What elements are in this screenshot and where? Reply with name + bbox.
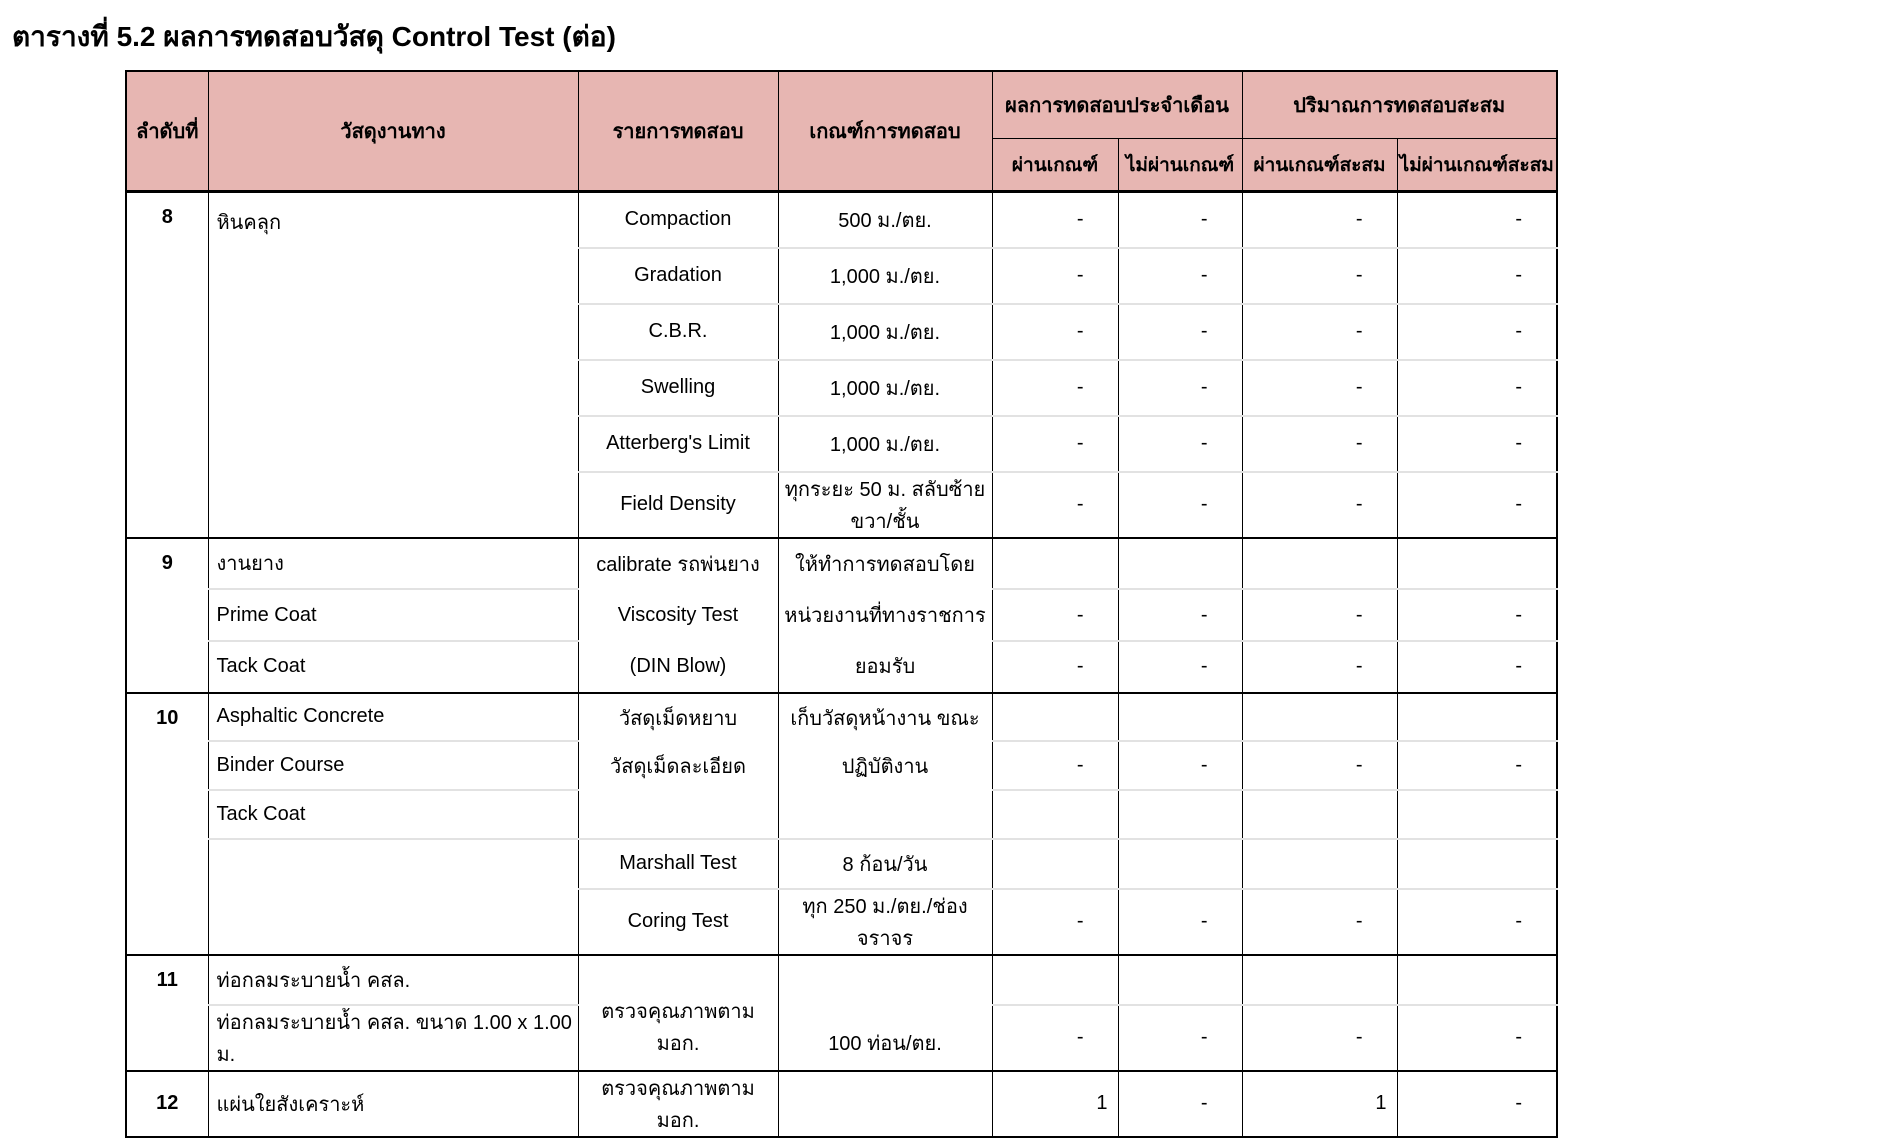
material-cell — [208, 839, 578, 955]
result-pass — [992, 538, 1118, 590]
test-cell: Field Density — [578, 472, 778, 538]
material-cell: ท่อกลมระบายน้ำ คสล. — [208, 955, 578, 1005]
result-pass-cumulative: - — [1242, 416, 1397, 472]
material-cell: Tack Coat — [208, 790, 578, 839]
result-fail-cumulative — [1397, 839, 1557, 889]
result-fail: - — [1118, 192, 1242, 248]
result-pass: 1 — [992, 1071, 1118, 1137]
result-fail-cumulative: - — [1397, 589, 1557, 641]
page-title: ตารางที่ 5.2 ผลการทดสอบวัสดุ Control Test (ต่อ) — [12, 21, 616, 52]
criteria-cell — [778, 1071, 992, 1137]
test-cell: Marshall Test — [578, 839, 778, 889]
result-pass: - — [992, 741, 1118, 790]
row-number: 10 — [126, 693, 208, 955]
control-test-table — [125, 70, 1558, 1138]
result-fail: - — [1118, 1071, 1242, 1137]
header-fail: ไม่ผ่านเกณฑ์ — [1118, 139, 1242, 192]
row-number: 9 — [126, 538, 208, 693]
result-fail: - — [1118, 416, 1242, 472]
header-pass: ผ่านเกณฑ์ — [992, 139, 1118, 192]
result-pass-cumulative: - — [1242, 641, 1397, 693]
result-pass — [992, 839, 1118, 889]
test-cell: Compaction — [578, 192, 778, 248]
result-pass-cumulative: - — [1242, 192, 1397, 248]
criteria-line: ให้ทำการทดสอบโดย — [795, 554, 975, 577]
criteria-cell: ทุก 250 ม./ตย./ช่องจราจร — [778, 889, 992, 955]
result-pass-cumulative: - — [1242, 472, 1397, 538]
result-pass — [992, 955, 1118, 1005]
result-fail: - — [1118, 472, 1242, 538]
header-no: ลำดับที่ — [126, 71, 208, 192]
result-fail — [1118, 839, 1242, 889]
result-fail-cumulative — [1397, 955, 1557, 1005]
criteria-cell: 1,000 ม./ตย. — [778, 248, 992, 304]
result-pass-cumulative: - — [1242, 889, 1397, 955]
test-cell: Gradation — [578, 248, 778, 304]
result-pass: - — [992, 248, 1118, 304]
result-fail: - — [1118, 360, 1242, 416]
result-fail — [1118, 693, 1242, 742]
material-cell: Tack Coat — [208, 641, 578, 693]
row-number: 8 — [126, 192, 208, 538]
table-row — [126, 1071, 1557, 1137]
test-line: (DIN Blow) — [629, 654, 727, 677]
header-pass-cumulative: ผ่านเกณฑ์สะสม — [1242, 139, 1397, 192]
result-fail-cumulative — [1397, 790, 1557, 839]
test-cell: C.B.R. — [578, 304, 778, 360]
result-fail-cumulative: - — [1397, 248, 1557, 304]
material-cell: ท่อกลมระบายน้ำ คสล. ขนาด 1.00 x 1.00 ม. — [208, 1005, 578, 1071]
material-cell: แผ่นใยสังเคราะห์ — [208, 1071, 578, 1137]
result-fail-cumulative: - — [1397, 1005, 1557, 1071]
criteria-cell: 1,000 ม./ตย. — [778, 360, 992, 416]
table-header — [126, 71, 1557, 192]
test-cell: Atterberg's Limit — [578, 416, 778, 472]
result-fail: - — [1118, 641, 1242, 693]
test-line — [581, 790, 776, 838]
header-criteria: เกณฑ์การทดสอบ — [778, 71, 992, 192]
result-fail — [1118, 538, 1242, 590]
result-fail: - — [1118, 248, 1242, 304]
result-pass-cumulative: - — [1242, 360, 1397, 416]
criteria-cell: 1,000 ม./ตย. — [778, 416, 992, 472]
criteria-line: ปฏิบัติงาน — [841, 755, 929, 778]
criteria-cell — [778, 693, 992, 839]
criteria-line: ยอมรับ — [854, 656, 916, 679]
criteria-cell: ทุกระยะ 50 ม. สลับซ้ายขวา/ชั้น — [778, 472, 992, 538]
material-cell: Asphaltic Concrete — [208, 693, 578, 742]
test-line: วัสดุเม็ดหยาบ — [618, 707, 738, 730]
test-line: calibrate รถพ่นยาง — [596, 554, 760, 577]
test-cell — [578, 693, 778, 839]
result-fail-cumulative: - — [1397, 360, 1557, 416]
result-pass-cumulative: - — [1242, 304, 1397, 360]
result-pass-cumulative: - — [1242, 248, 1397, 304]
criteria-cell: 100 ท่อน/ตย. — [778, 955, 992, 1071]
table-row — [126, 955, 1557, 1005]
table-row — [126, 538, 1557, 590]
result-fail-cumulative: - — [1397, 1071, 1557, 1137]
test-cell: ตรวจคุณภาพตาม มอก. — [578, 1071, 778, 1137]
result-pass-cumulative — [1242, 538, 1397, 590]
material-cell: งานยาง — [208, 538, 578, 590]
result-fail: - — [1118, 889, 1242, 955]
material-cell: Prime Coat — [208, 589, 578, 641]
result-pass-cumulative: - — [1242, 741, 1397, 790]
material-cell: หินคลุก — [208, 192, 578, 538]
result-pass: - — [992, 472, 1118, 538]
result-pass: - — [992, 589, 1118, 641]
criteria-cell: 8 ก้อน/วัน — [778, 839, 992, 889]
result-pass: - — [992, 416, 1118, 472]
result-pass: - — [992, 641, 1118, 693]
result-fail: - — [1118, 589, 1242, 641]
criteria-cell: 500 ม./ตย. — [778, 192, 992, 248]
result-pass: - — [992, 192, 1118, 248]
result-pass: - — [992, 889, 1118, 955]
header-material: วัสดุงานทาง — [208, 71, 578, 192]
test-line: วัสดุเม็ดละเอียด — [610, 755, 746, 778]
result-pass-cumulative: 1 — [1242, 1071, 1397, 1137]
table-row — [126, 192, 1557, 248]
result-fail-cumulative: - — [1397, 741, 1557, 790]
result-fail-cumulative: - — [1397, 641, 1557, 693]
result-pass-cumulative — [1242, 790, 1397, 839]
test-cell: Swelling — [578, 360, 778, 416]
table-row — [126, 839, 1557, 889]
header-cumulative-group: ปริมาณการทดสอบสะสม — [1242, 71, 1557, 139]
result-fail-cumulative: - — [1397, 416, 1557, 472]
material-cell: Binder Course — [208, 741, 578, 790]
criteria-cell — [778, 538, 992, 693]
result-fail-cumulative — [1397, 538, 1557, 590]
result-fail: - — [1118, 741, 1242, 790]
result-pass-cumulative: - — [1242, 1005, 1397, 1071]
result-fail: - — [1118, 304, 1242, 360]
header-monthly-group: ผลการทดสอบประจำเดือน — [992, 71, 1242, 139]
criteria-line: เก็บวัสดุหน้างาน ขณะ — [790, 707, 980, 730]
result-pass-cumulative — [1242, 955, 1397, 1005]
table-row — [126, 693, 1557, 742]
test-cell: ตรวจคุณภาพตาม มอก. — [578, 955, 778, 1071]
result-fail-cumulative: - — [1397, 889, 1557, 955]
result-pass-cumulative — [1242, 839, 1397, 889]
criteria-line: หน่วยงานที่ทางราชการ — [784, 605, 986, 628]
test-cell — [578, 538, 778, 693]
result-fail-cumulative: - — [1397, 472, 1557, 538]
result-pass-cumulative: - — [1242, 589, 1397, 641]
header-fail-cumulative: ไม่ผ่านเกณฑ์สะสม — [1397, 139, 1557, 192]
result-pass — [992, 790, 1118, 839]
result-pass: - — [992, 1005, 1118, 1071]
result-fail — [1118, 955, 1242, 1005]
criteria-line — [781, 790, 990, 838]
result-pass: - — [992, 304, 1118, 360]
result-fail-cumulative: - — [1397, 192, 1557, 248]
test-line: Viscosity Test — [617, 603, 739, 626]
result-fail — [1118, 790, 1242, 839]
result-pass-cumulative — [1242, 693, 1397, 742]
result-pass: - — [992, 360, 1118, 416]
result-fail-cumulative: - — [1397, 304, 1557, 360]
row-number: 11 — [126, 955, 208, 1071]
result-fail-cumulative — [1397, 693, 1557, 742]
row-number: 12 — [126, 1071, 208, 1137]
result-pass — [992, 693, 1118, 742]
criteria-cell: 1,000 ม./ตย. — [778, 304, 992, 360]
result-fail: - — [1118, 1005, 1242, 1071]
test-cell: Coring Test — [578, 889, 778, 955]
header-test: รายการทดสอบ — [578, 71, 778, 192]
